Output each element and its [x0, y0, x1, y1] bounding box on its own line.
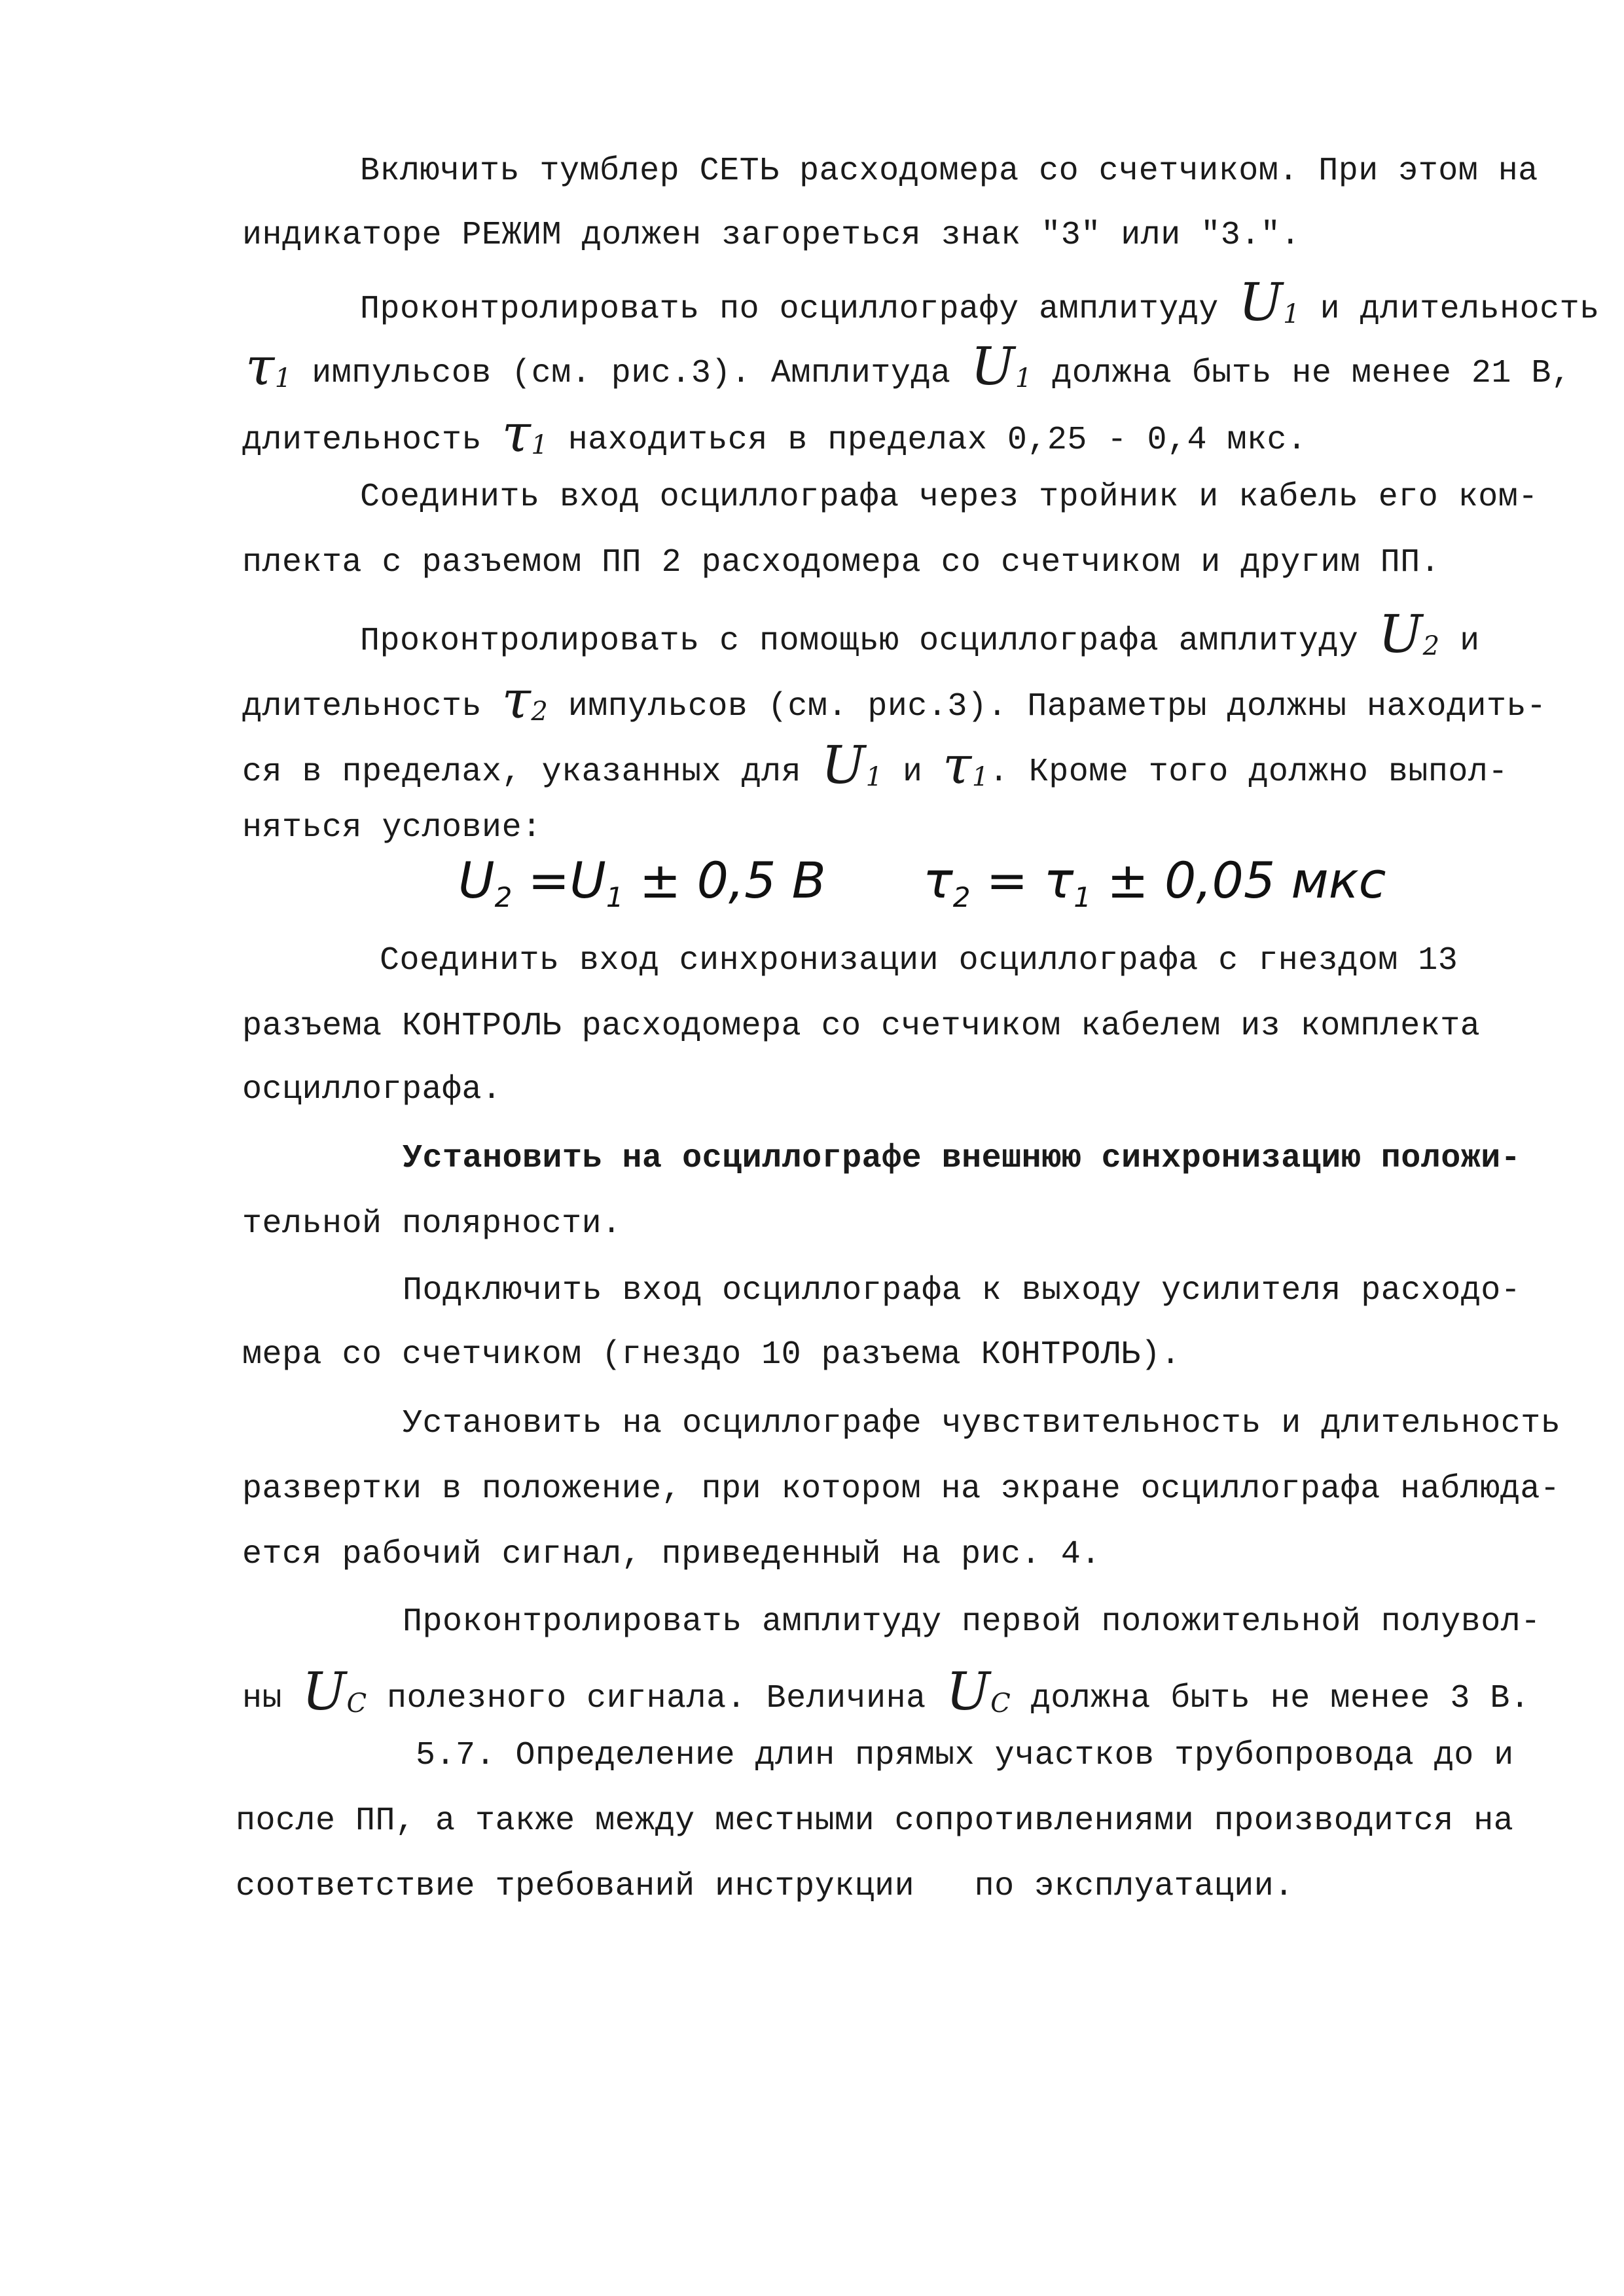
- paragraph-line: $\tau_1$ импульсов (см. рис.3). Амплитуда $U_1$ должна быть не менее 21 В,: [245, 336, 1572, 397]
- paragraph-line: ся в пределах, указанных для $U_1$ и $\tau_1$. Кроме того должно выпол-: [242, 735, 1508, 795]
- paragraph-line: Включить тумблер СЕТЬ расходомера со счетчиком. При этом на: [360, 153, 1538, 190]
- paragraph-line: тельной полярности.: [242, 1205, 622, 1243]
- paragraph-line: Подключить вход осциллографа к выходу усилителя расходо-: [403, 1272, 1521, 1309]
- u1-symbol: $U_1$: [970, 336, 1032, 397]
- paragraph-line: развертки в положение, при котором на экране осциллографа наблюда-: [242, 1470, 1561, 1508]
- paragraph-line: мера со счетчиком (гнездо 10 разъема КОНТРОЛЬ).: [242, 1336, 1181, 1374]
- paragraph-line: Установить на осциллографе чувствительность и длительность: [403, 1405, 1561, 1442]
- u1-symbol: $U_1$: [821, 735, 883, 795]
- tau1-symbol: $\tau_1$: [501, 403, 549, 464]
- paragraph-line: Проконтролировать по осциллографу амплитуду $U_1$ и длительность: [360, 272, 1600, 333]
- tau1-symbol: $\tau_1$: [245, 336, 292, 397]
- paragraph-line: разъема КОНТРОЛЬ расходомера со счетчиком кабелем из комплекта: [242, 1008, 1481, 1045]
- paragraph-line: индикаторе РЕЖИМ должен загореться знак "3" или "3.".: [242, 217, 1301, 254]
- paragraph-line: няться условие:: [242, 809, 542, 847]
- paragraph-line: длительность $\tau_1$ находиться в пределах 0,25 - 0,4 мкс.: [242, 403, 1307, 464]
- paragraph-line: ется рабочий сигнал, приведенный на рис. 4.: [242, 1536, 1101, 1573]
- tau1-symbol: $\tau_1$: [943, 735, 989, 795]
- uc-symbol: $U_C$: [946, 1661, 1011, 1722]
- paragraph-line: Установить на осциллографе внешнюю синхронизацию положи-: [403, 1140, 1521, 1177]
- condition-formula-voltage: $U_2 =U_1 \pm 0,5$ В: [458, 851, 826, 913]
- paragraph-line: Соединить вход осциллографа через тройник и кабель его ком-: [360, 479, 1538, 516]
- paragraph-line: осциллографа.: [242, 1071, 502, 1108]
- paragraph-line: Проконтролировать амплитуду первой положительной полувол-: [403, 1603, 1541, 1641]
- paragraph-line: ны $U_C$ полезного сигнала. Величина $U_C$ должна быть не менее 3 В.: [242, 1661, 1530, 1722]
- paragraph-line: после ПП, а также между местными сопротивлениями производится на: [236, 1802, 1514, 1840]
- uc-symbol: $U_C$: [302, 1661, 367, 1722]
- condition-formula-duration: $\tau_2 = \tau_1 \pm 0,05$ мкс: [923, 851, 1386, 913]
- u2-symbol: $U_2$: [1378, 604, 1440, 665]
- paragraph-line: Проконтролировать с помощью осциллографа амплитуду $U_2$ и: [360, 604, 1480, 665]
- paragraph-line: Соединить вход синхронизации осциллографа с гнездом 13: [380, 942, 1458, 979]
- paragraph-line: соответствие требований инструкции по эксплуатации.: [236, 1868, 1294, 1905]
- u1-symbol: $U_1$: [1238, 272, 1301, 333]
- section-5-7-heading-line: 5.7. Определение длин прямых участков трубопровода до и: [416, 1737, 1514, 1774]
- tau2-symbol: $\tau_2$: [501, 669, 549, 730]
- paragraph-line: длительность $\tau_2$ импульсов (см. рис.3). Параметры должны находить-: [242, 669, 1547, 730]
- paragraph-line: плекта с разъемом ПП 2 расходомера со счетчиком и другим ПП.: [242, 544, 1441, 581]
